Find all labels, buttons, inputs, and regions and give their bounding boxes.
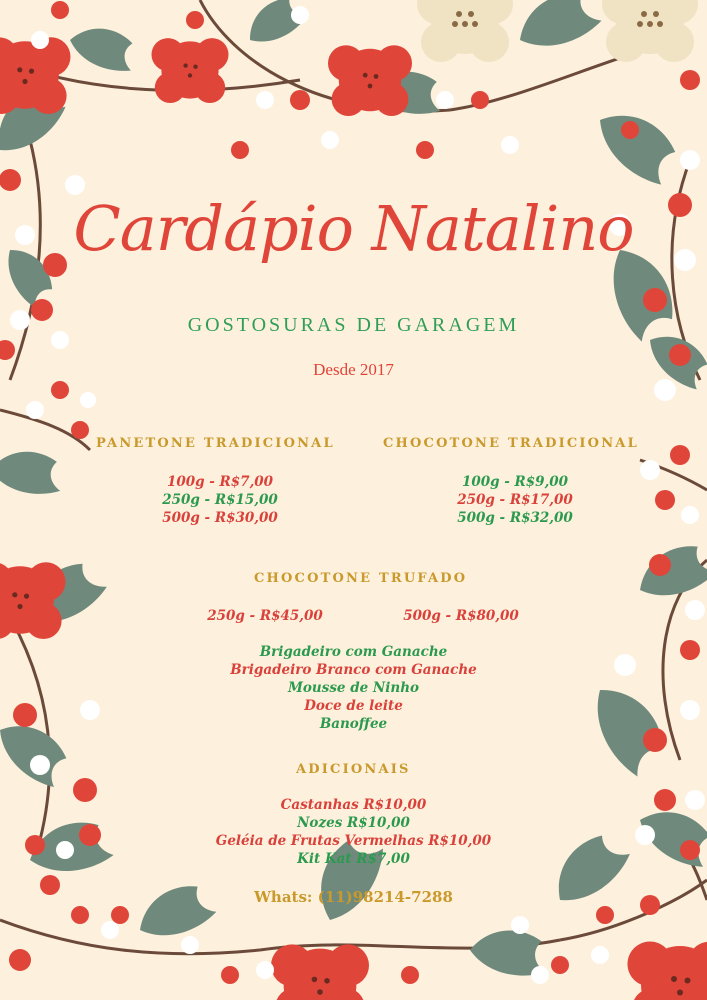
whatsapp-number: Whats: (11)98214-7288 [254,888,453,906]
adicionais-heading: ADICIONAIS [296,762,411,777]
trufado-size-250g: 250g - R$45,00 [207,608,323,624]
flavor-item: Brigadeiro com Ganache [259,644,448,660]
flavor-item: Mousse de Ninho [287,680,420,696]
chocotone-item-100g: 100g - R$9,00 [461,474,569,490]
panetone-item-250g: 250g - R$15,00 [162,492,278,508]
chocotone-item-250g: 250g - R$17,00 [457,492,573,508]
panetone-item-100g: 100g - R$7,00 [166,474,274,490]
adicional-item: Geléia de Frutas Vermelhas R$10,00 [215,833,492,849]
adicional-item: Castanhas R$10,00 [280,797,427,813]
subtitle: GOSTOSURAS DE GARAGEM [187,314,520,336]
whatsapp-contact [0,888,707,906]
flavor-item: Doce de leite [304,698,403,714]
chocotone-item-500g: 500g - R$32,00 [457,510,573,526]
flavor-item: Banoffee [319,716,388,732]
adicional-item: Nozes R$10,00 [297,815,410,831]
panetone-item-500g: 500g - R$30,00 [162,510,278,526]
page-title: Cardápio Natalino [73,192,634,265]
trufado-heading: CHOCOTONE TRUFADO [254,571,468,586]
adicional-item: Kit Kat R$7,00 [297,851,410,867]
adicionais-list [0,796,707,868]
trufado-size-500g: 500g - R$80,00 [403,608,519,624]
trufado-flavor-list [0,643,707,733]
flavor-item: Brigadeiro Branco com Ganache [230,662,477,678]
since-year: Desde 2017 [313,360,394,379]
chocotone-heading: CHOCOTONE TRADICIONAL [383,436,639,451]
panetone-heading: PANETONE TRADICIONAL [96,436,335,451]
